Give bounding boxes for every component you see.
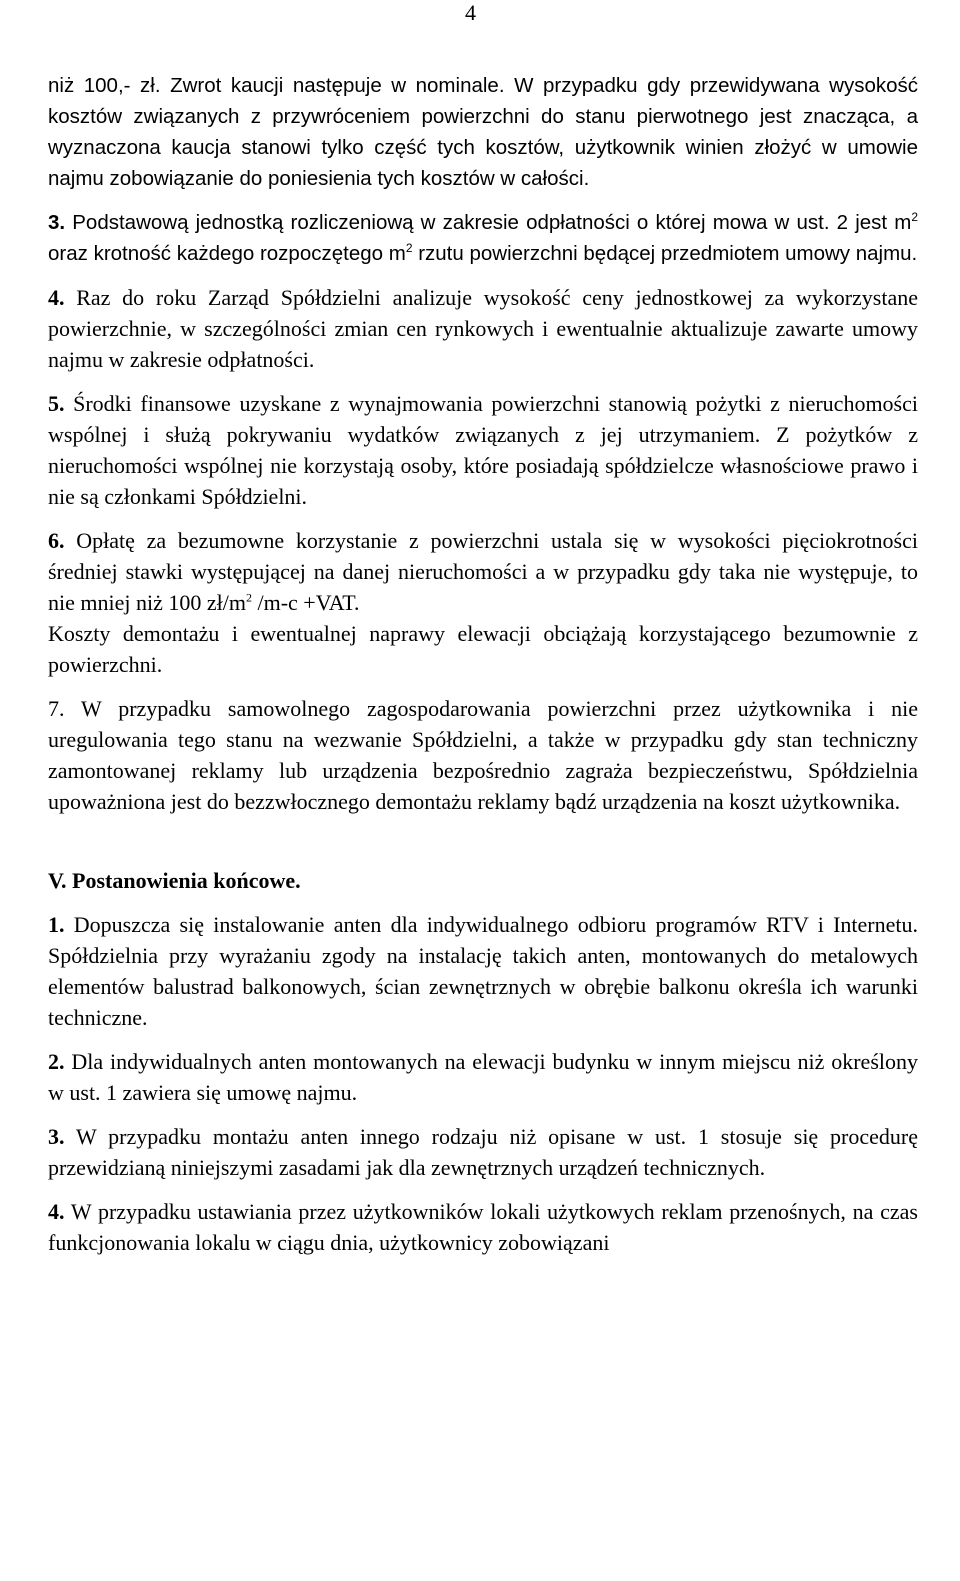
paragraph-3: 3. Podstawową jednostką rozliczeniową w zakresie odpłatności o której mowa w ust. 2 jest $m^2$ oraz krotność każdego rozpoczętego $m^2$ rzutu powierzchni będącej przedmiotem umowy najmu.	[48, 210, 918, 265]
paragraph-number: 3.	[48, 211, 66, 234]
intro-paragraph: niż 100,- zł. Zwrot kaucji następuje w nominale. W przypadku gdy przewidywana wysokość kosztów związanych z przywróceniem powierzchni do stanu pierwotnego jest znacząca, a wyznaczona kaucja stanowi tylko część tych kosztów, użytkownik winien złożyć w umowie najmu zobowiązanie do poniesienia tych kosztów w całości.	[48, 74, 918, 190]
section-v-paragraph-2: 2. Dla indywidualnych anten montowanych na elewacji budynku w innym miejscu niż określony w ust. 1 zawiera się umowę najmu.	[48, 1049, 918, 1105]
section-heading: V. Postanowienia końcowe.	[48, 868, 301, 893]
section-v-paragraph-4: 4. W przypadku ustawiania przez użytkowników lokali użytkowych reklam przenośnych, na czas funkcjonowania lokalu w ciągu dnia, użytkownicy zobowiązani	[48, 1199, 918, 1255]
paragraph-number: 6.	[48, 528, 65, 553]
paragraph-number: 3.	[48, 1124, 65, 1149]
paragraph-4: 4. Raz do roku Zarząd Spółdzielni analizuje wysokość ceny jednostkowej za wykorzystane powierzchnie, w szczególności zmian cen rynkowych i ewentualnie aktualizuje zawarte umowy najmu w zakresie odpłatności.	[48, 285, 918, 372]
section-v-paragraph-1: 1. Dopuszcza się instalowanie anten dla indywidualnego odbioru programów RTV i Internetu. Spółdzielnia przy wyrażaniu zgody na instalację takich anten, montowanych do metalowych elementów balustrad balkonowych, ścian zewnętrznych w obrębie balkonu określa ich warunki techniczne.	[48, 912, 918, 1030]
section-v-paragraph-3: 3. W przypadku montażu anten innego rodzaju niż opisane w ust. 1 stosuje się procedurę przewidzianą niniejszymi zasadami jak dla zewnętrznych urządzeń technicznych.	[48, 1124, 918, 1180]
paragraph-6: 6. Opłatę za bezumowne korzystanie z powierzchni ustala się w wysokości pięciokrotności średniej stawki występującej na danej nieruchomości a w przypadku gdy taka nie występuje, to nie mniej niż 100 $zł/m^2$ /m-c +VAT.	[48, 528, 918, 615]
page-number: 4	[465, 0, 476, 25]
paragraph-7: 7. W przypadku samowolnego zagospodarowania powierzchni przez użytkownika i nie uregulowania tego stanu na wezwanie Spółdzielni, a także w przypadku gdy stan techniczny zamontowanej reklamy lub urządzenia bezpośrednio zagraża bezpieczeństwu, Spółdzielnia upoważniona jest do bezzwłocznego demontażu reklamy bądź urządzenia na koszt użytkownika.	[48, 696, 918, 814]
document-body	[48, 70, 918, 1258]
paragraph-number: 5.	[48, 391, 65, 416]
paragraph-5: 5. Środki finansowe uzyskane z wynajmowania powierzchni stanowią pożytki z nieruchomości wspólnej i służą pokrywaniu wydatków związanych z jej utrzymaniem. Z pożytków z nieruchomości wspólnej nie korzystają osoby, które posiadają spółdzielcze własnościowe prawo i nie są członkami Spółdzielni.	[48, 391, 918, 509]
paragraph-number: 2.	[48, 1049, 65, 1074]
paragraph-number: 4.	[48, 285, 65, 310]
paragraph-6-continuation: Koszty demontażu i ewentualnej naprawy elewacji obciążają korzystającego bezumownie z powierzchni.	[48, 621, 918, 677]
paragraph-number: 4.	[48, 1199, 65, 1224]
paragraph-number: 1.	[48, 912, 65, 937]
paragraph-number: 7.	[48, 696, 65, 721]
